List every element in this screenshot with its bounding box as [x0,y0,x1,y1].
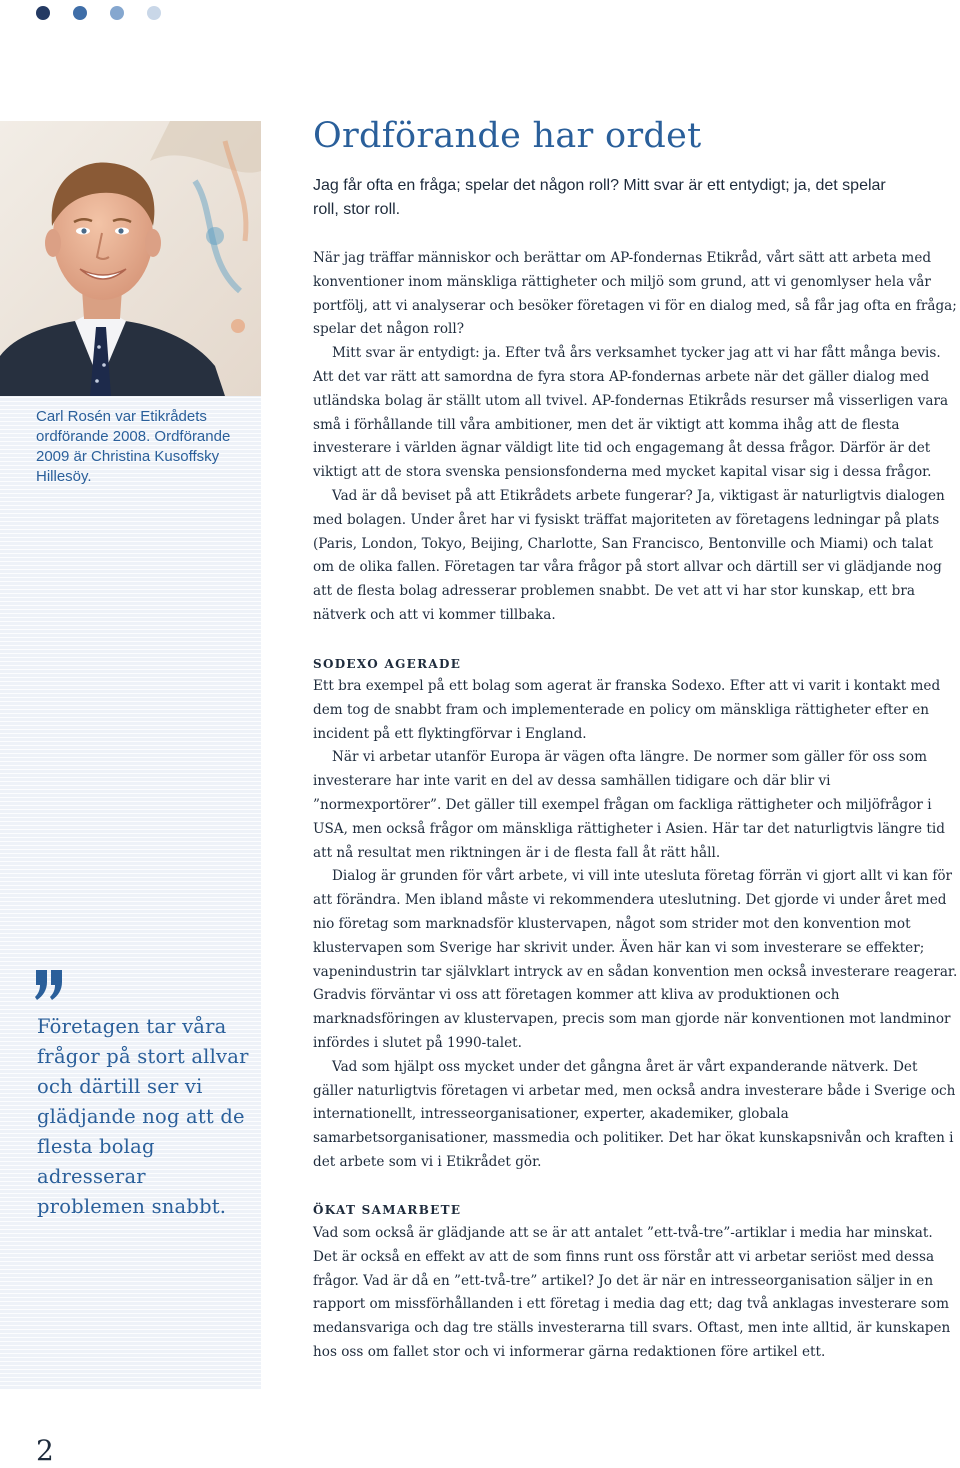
body-paragraph: Mitt svar är entydigt: ja. Efter två års verksamhet tycker jag att vi har fått många bevis. Att det var rätt att samordna de fyra stora AP-fondernas arbete när det gäller dialog med utländska bolag är ställt utom all tvivel. AP-fondernas Etikråds resurser må visserligen vara små i förhållande till våra ambitioner, men det är viktigt att komma ihåg att de flesta investerare i världen ägnar väldigt lite tid och engagemang åt dessa frågor. Därför är det viktigt att de stora svenska pensionsfonderna med mycket kapital visar sig i dessa frågor. [313,345,949,481]
body-paragraph: Vad är då beviset på att Etikrådets arbete fungerar? Ja, viktigast är naturligtvis dialogen med bolagen. Under året har vi fysiskt träffat majoriteten av företagens ledningar på plats (Paris, London, Tokyo, Beijing, Charlotte, San Francisco, Bentonville och Miami) och talat om de olika fallen. Företagen tar våra frågor på stort allvar och därtill ser vi glädjande nog att de flesta bolag adresserar problemen snabbt. De vet att vi har stor kunskap, ett bra nätverk och att vi kommer tillbaka. [313,487,945,623]
body-paragraph: Vad som också är glädjande att se är att antalet ”ett-två-tre”-artiklar i media har minskat. Det är också en effekt av att de som finns runt oss förstår att vi arbetar seriöst med dessa frågor. Vad är då en ”ett-två-tre” artikel? Jo det är när en intresseorganisation säljer in en rapport om missförhållanden i ett företag i media dag ett; dag två anklagas investerare som medansvariga och dag tre ställs investerarna till svars. Oftast, men inte alltid, är kunskapen hos oss om fallet stor och vi informerar gärna redaktionen före artikel ett. [313,1225,951,1360]
page-number: 2 [36,1434,54,1467]
body-paragraph: Ett bra exempel på ett bolag som agerat är franska Sodexo. Efter att vi varit i kontakt med dem tog de snabbt fram och implementerade en policy om mänskliga rättigheter efter en incident på ett flyktingförvar i England. [313,678,941,742]
page-title: Ordförande har ordet [313,116,702,156]
body-paragraph: När vi arbetar utanför Europa är vägen ofta längre. De normer som gäller för oss som investerare har inte varit en del av dessa samhällen tidigare och där blir vi ”normexportörer”. Det gäller till exempel frågan om fackliga rättigheter och miljöfrågor i USA, men också frågor om mänskliga rättigheter i Asien. Här tar det naturligtvis längre tid att nå resultat men riktningen är i de flesta fall åt rätt håll. [313,749,945,861]
nav-dot[interactable] [147,6,161,20]
lead-paragraph: Jag får ofta en fråga; spelar det någon roll? Mitt svar är ett entydigt; ja, det spelar roll, stor roll. [313,177,886,218]
photo-caption: Carl Rosén var Etikrådets ordförande 2008. Ordförande 2009 är Christina Kusoffsky Hillesöy. [36,408,231,485]
section-heading-sodexo: SODEXO AGERADE [313,657,462,671]
page-nav-dots [36,6,161,20]
sodexo-section-text [313,675,958,1175]
nav-dot[interactable] [36,6,50,20]
section-heading-samarbete: ÖKAT SAMARBETE [313,1203,462,1217]
body-paragraph: Dialog är grunden för vårt arbete, vi vill inte utesluta företag förrän vi gjort allt vi kan för att förändra. Men ibland måste vi rekommendera uteslutning. Det gjorde vi under året med nio företag som marknadsför klustervapen, något som strider mot den konvention mot klustervapen som Sverige har skrivit under. Även här kan vi som investerare se effekter; vapenindustrin tar självklart intryck av en sådan konvention men också investerare reagerar. Gradvis förväntar vi oss att företagen kommer att kliva av produktionen och marknadsföringen av klustervapen, precis som man gjorde när konventionen mot landminor infördes i slutet på 1990-talet. [313,868,958,1051]
nav-dot[interactable] [73,6,87,20]
intro-text [313,247,958,628]
samarbete-section-text [313,1222,958,1365]
quotation-mark-icon [33,968,65,1002]
body-paragraph: Vad som hjälpt oss mycket under det gångna året är vårt expanderande nätverk. Det gäller naturligtvis företagen vi arbetar med, men också andra investerare både i Sverige och internationellt, intresseorganisationer, experter, akademiker, globala samarbetsorganisationer, massmedia och politiker. Det har ökat kunskapsnivån och kraften i det arbete som vi i Etikrådet gör. [313,1058,956,1170]
portrait-illustration [0,121,261,396]
nav-dot[interactable] [110,6,124,20]
body-paragraph: När jag träffar människor och berättar om AP-fondernas Etikråd, vårt sätt att arbeta med konventioner inom mänskliga rättigheter och miljö som grund, att vi genomlyser hela vår portfölj, att vi analyserar och besöker företagen vi för en dialog med, så får jag ofta en fråga; spelar det någon roll? [313,250,957,338]
pull-quote: Företagen tar våra frågor på stort allvar och därtill ser vi glädjande nog att de flesta bolag adresserar problemen snabbt. [37,1015,249,1218]
portrait-photo [0,121,261,396]
